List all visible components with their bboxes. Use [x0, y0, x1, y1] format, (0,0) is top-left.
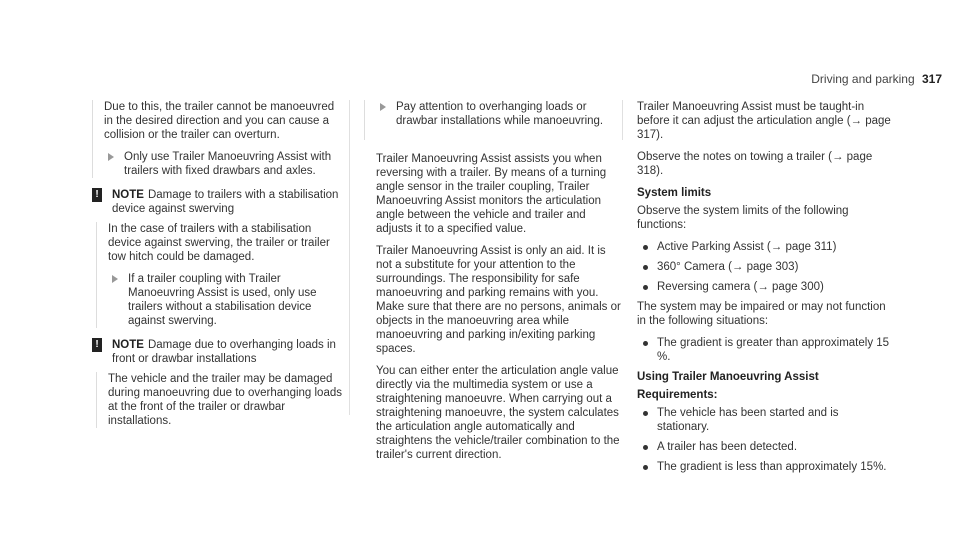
- paragraph: Trailer Manoeuvring Assist is only an aid. It is not a substitute for your attention to the surroundings. The responsibility for safe manoeuvring and parking remains with you. Make sure that there are no persons, animals or objects in the manoeuvring area while manoeuvring and parking in/exiting parking spaces.: [376, 245, 621, 355]
- paragraph: The system may be impaired or may not function in the following situations:: [637, 301, 886, 327]
- list-item: 360° Camera (→ page 303): [643, 260, 892, 274]
- bullet-icon: [643, 265, 648, 270]
- list-item: The vehicle has been started and is stationary.: [643, 406, 892, 434]
- page-header: [811, 72, 942, 86]
- bullet-icon: [643, 445, 648, 450]
- warning-continuation: [92, 100, 344, 178]
- bullet-icon: [643, 341, 648, 346]
- instruction-step: If a trailer coupling with Trailer Manoeuvring Assist is used, only use trailers without a stabilisation device against swerving.: [108, 272, 344, 328]
- paragraph: Observe the system limits of the following functions:: [637, 205, 849, 231]
- warning-icon: !: [92, 338, 102, 352]
- list-item: Reversing camera (→ page 300): [643, 280, 892, 294]
- list-item: The gradient is greater than approximately 15 %.: [643, 336, 892, 364]
- page-number: 317: [921, 72, 942, 86]
- instruction-step: Only use Trailer Manoeuvring Assist with trailers with fixed drawbars and axles.: [104, 150, 344, 178]
- section-heading: Using Trailer Manoeuvring Assist: [637, 371, 819, 383]
- paragraph: You can either enter the articulation angle value directly via the multimedia system or use a straightening manoeuvre. When carrying out a straightening manoeuvre, the system calculates the articulation angle automatically and straightens the vehicle/trailer combination to the trailer's current direction.: [376, 365, 620, 461]
- column-2: [364, 100, 622, 470]
- paragraph: Due to this, the trailer cannot be manoeuvred in the desired direction and you can cause a collision or the trailer can overturn.: [104, 101, 335, 141]
- list-item: A trailer has been detected.: [643, 440, 892, 454]
- note-body: [96, 222, 344, 328]
- sub-heading: Requirements:: [637, 389, 718, 401]
- warning-icon: !: [92, 188, 102, 202]
- list-item: The gradient is less than approximately 15%.: [643, 460, 892, 474]
- paragraph: In the case of trailers with a stabilisation device against swerving, the trailer or trailer tow hitch could be damaged.: [108, 223, 330, 263]
- bullet-icon: [643, 285, 648, 290]
- paragraph: Trailer Manoeuvring Assist must be taught-in before it can adjust the articulation angle (→ page 317).: [637, 101, 891, 141]
- paragraph: Observe the notes on towing a trailer (→ page 318).: [637, 151, 873, 177]
- step-arrow-icon: [380, 103, 386, 111]
- section-heading: System limits: [637, 187, 712, 199]
- list-item: Active Parking Assist (→ page 311): [643, 240, 892, 254]
- instruction-step: Pay attention to overhanging loads or drawbar installations while manoeuvring.: [376, 100, 622, 128]
- step-arrow-icon: [108, 153, 114, 161]
- column-1: [92, 100, 344, 436]
- bullet-icon: [643, 465, 648, 470]
- paragraph: The vehicle and the trailer may be damaged during manoeuvring due to overhanging loads at the front of the trailer or drawbar installations.: [108, 373, 342, 427]
- bullet-icon: [643, 245, 648, 250]
- note-continuation: [364, 100, 622, 140]
- section-title: Driving and parking: [811, 72, 915, 86]
- column-divider: [349, 100, 350, 415]
- step-arrow-icon: [112, 275, 118, 283]
- note-body: [96, 372, 344, 428]
- column-3: [637, 100, 892, 480]
- note-header: ! NOTE Damage to trailers with a stabilisation device against swerving: [92, 188, 344, 216]
- column-divider: [622, 100, 623, 140]
- paragraph: Trailer Manoeuvring Assist assists you when reversing with a trailer. By means of a turning angle sensor in the trailer coupling, Trailer Manoeuvring Assist monitors the articulation angle between the vehicle and trailer and adjusts it to a specified value.: [376, 153, 607, 235]
- bullet-icon: [643, 411, 648, 416]
- note-header: ! NOTE Damage due to overhanging loads in front or drawbar installations: [92, 338, 344, 366]
